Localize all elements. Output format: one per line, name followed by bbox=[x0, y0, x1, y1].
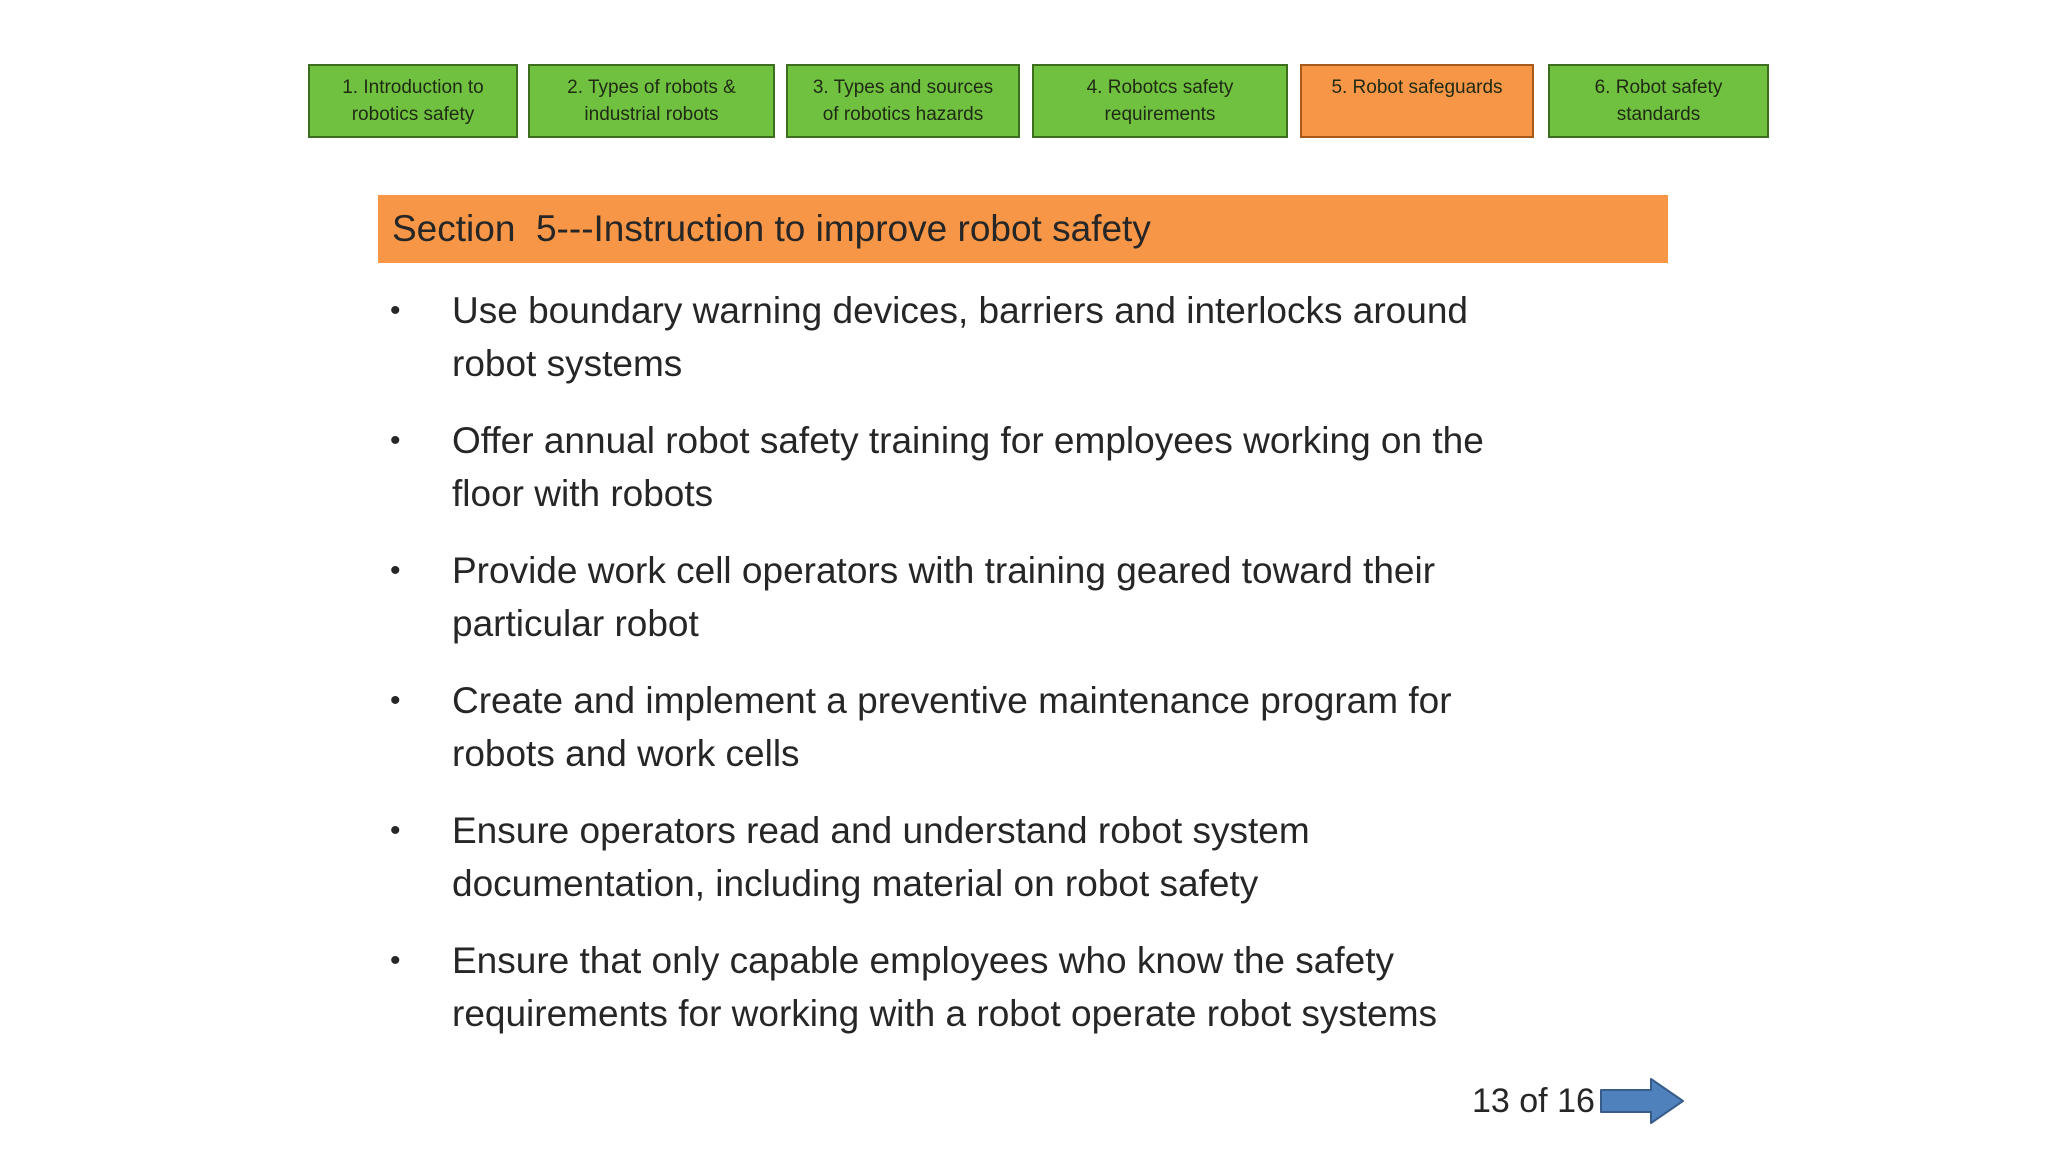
page-counter bbox=[1472, 1076, 1685, 1126]
tab-label-line2: robotics safety bbox=[351, 104, 475, 125]
tab-label-line2: of robotics hazards bbox=[822, 104, 984, 125]
bullet-line2: documentation, including material on robot safety bbox=[452, 863, 1259, 904]
tab-introduction[interactable] bbox=[308, 64, 518, 138]
tab-label-line1: 3. Types and sources bbox=[812, 77, 994, 98]
bullet-icon: • bbox=[390, 554, 401, 587]
tab-types-of-robots[interactable] bbox=[528, 64, 775, 138]
tab-label-line1: 6. Robot safety bbox=[1594, 77, 1723, 98]
list-item bbox=[388, 414, 1688, 520]
tab-label bbox=[813, 74, 993, 128]
bullet-line2: floor with robots bbox=[452, 473, 714, 514]
bullet-line2: particular robot bbox=[452, 603, 699, 644]
bullet-line2: requirements for working with a robot operate robot systems bbox=[452, 993, 1438, 1034]
bullet-icon: • bbox=[390, 944, 401, 977]
bullet-line1: Provide work cell operators with training geared toward their bbox=[452, 550, 1436, 591]
bullet-icon: • bbox=[390, 424, 401, 457]
tab-label bbox=[1087, 74, 1234, 128]
tab-hazards[interactable] bbox=[786, 64, 1020, 138]
bullet-icon: • bbox=[390, 684, 401, 717]
tab-label-line1: 4. Robotcs safety bbox=[1086, 77, 1234, 98]
tab-label-line2: standards bbox=[1616, 104, 1701, 125]
list-item bbox=[388, 804, 1688, 910]
list-item bbox=[388, 284, 1688, 390]
list-item bbox=[388, 934, 1688, 1040]
tab-safety-standards[interactable] bbox=[1548, 64, 1769, 138]
tab-label bbox=[1595, 74, 1723, 128]
tab-label bbox=[1331, 74, 1502, 101]
tab-robot-safeguards[interactable] bbox=[1300, 64, 1534, 138]
bullet-icon: • bbox=[390, 294, 401, 327]
list-item bbox=[388, 544, 1688, 650]
bullet-line1: Use boundary warning devices, barriers and interlocks around bbox=[452, 290, 1468, 331]
tab-label bbox=[342, 74, 484, 128]
section-title: Section 5---Instruction to improve robot safety bbox=[392, 208, 1151, 249]
bullet-line2: robot systems bbox=[452, 343, 683, 384]
tab-label-line2: industrial robots bbox=[584, 104, 719, 125]
bullet-list bbox=[388, 284, 1688, 1064]
tab-label-line2: requirements bbox=[1104, 104, 1216, 125]
bullet-line1: Ensure operators read and understand robot system bbox=[452, 810, 1310, 851]
bullet-line1: Ensure that only capable employees who know the safety bbox=[452, 940, 1395, 981]
list-item bbox=[388, 674, 1688, 780]
right-arrow-shape bbox=[1601, 1079, 1683, 1123]
tab-label bbox=[567, 74, 736, 128]
page-number-label: 13 of 16 bbox=[1472, 1081, 1595, 1120]
bullet-line1: Offer annual robot safety training for employees working on the bbox=[452, 420, 1484, 461]
right-arrow-icon[interactable] bbox=[1599, 1076, 1685, 1126]
bullet-icon: • bbox=[390, 814, 401, 847]
tab-label-line1: 2. Types of robots & bbox=[567, 77, 736, 98]
tab-label-line1: 5. Robot safeguards bbox=[1331, 77, 1503, 98]
bullet-line2: robots and work cells bbox=[452, 733, 800, 774]
tab-label-line1: 1. Introduction to bbox=[342, 77, 484, 98]
bullet-line1: Create and implement a preventive maintenance program for bbox=[452, 680, 1452, 721]
tab-safety-requirements[interactable] bbox=[1032, 64, 1288, 138]
section-header bbox=[378, 195, 1668, 263]
